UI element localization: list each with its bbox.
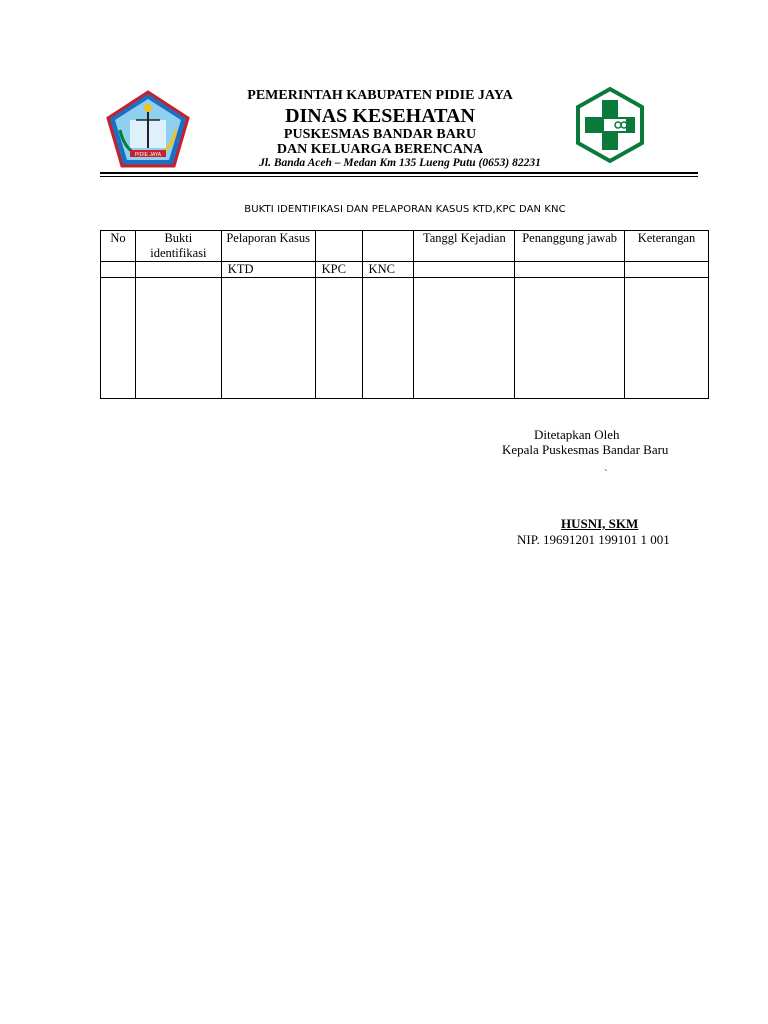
- header-tanggal: Tanggl Kejadian: [414, 231, 515, 262]
- signature-line2: Kepala Puskesmas Bandar Baru: [502, 442, 669, 457]
- document-title: BUKTI IDENTIFIKASI DAN PELAPORAN KASUS KTD,KPC DAN KNC: [244, 204, 566, 215]
- cell-kpc[interactable]: [315, 278, 362, 399]
- cell-tanggal[interactable]: [414, 278, 515, 399]
- sub-blank-no: [101, 262, 136, 278]
- letterhead-line4: DAN KELUARGA BERENCANA: [276, 142, 484, 157]
- cell-penanggung[interactable]: [515, 278, 625, 399]
- sub-blank-bukti: [135, 262, 221, 278]
- header-blank-1: [315, 231, 362, 262]
- puskesmas-logo-icon: [571, 86, 649, 164]
- table-subheader-row: [101, 262, 709, 278]
- header-no: No: [101, 231, 136, 262]
- header-bukti: Bukti identifikasi: [135, 231, 221, 262]
- logo-left-text: PIDIE JAYA: [134, 152, 162, 158]
- header-penanggung: Penanggung jawab: [515, 231, 625, 262]
- letterhead-address: Jl. Banda Aceh – Medan Km 135 Lueng Putu (0653) 82231: [259, 157, 541, 169]
- header-rule-thin: [100, 176, 698, 177]
- header-blank-2: [362, 231, 414, 262]
- sub-blank-keterangan: [625, 262, 709, 278]
- subheader-knc: KNC: [362, 262, 414, 278]
- letterhead-line1: PEMERINTAH KABUPATEN PIDIE JAYA: [247, 88, 513, 103]
- cell-ktd[interactable]: [221, 278, 315, 399]
- signatory-name: HUSNI, SKM: [561, 516, 639, 531]
- table-header-row: [101, 231, 709, 262]
- cell-bukti[interactable]: [135, 278, 221, 399]
- letterhead-title: DINAS KESEHATAN: [285, 105, 475, 127]
- cell-no[interactable]: [101, 278, 136, 399]
- header-rule-thick: [100, 172, 698, 174]
- sub-blank-tanggal: [414, 262, 515, 278]
- subheader-ktd: KTD: [221, 262, 315, 278]
- signature-line1: Ditetapkan Oleh: [534, 427, 620, 442]
- table-row: [101, 278, 709, 399]
- header-pelaporan: Pelaporan Kasus: [221, 231, 315, 262]
- signature-mark: `: [604, 468, 608, 480]
- cell-knc[interactable]: [362, 278, 414, 399]
- subheader-kpc: KPC: [315, 262, 362, 278]
- sub-blank-penanggung: [515, 262, 625, 278]
- letterhead-line3: PUSKESMAS BANDAR BARU: [283, 127, 477, 142]
- pidie-jaya-logo-icon: [106, 90, 190, 168]
- report-table: [100, 230, 709, 399]
- header-keterangan: Keterangan: [625, 231, 709, 262]
- cell-keterangan[interactable]: [625, 278, 709, 399]
- signatory-nip: NIP. 19691201 199101 1 001: [517, 532, 670, 547]
